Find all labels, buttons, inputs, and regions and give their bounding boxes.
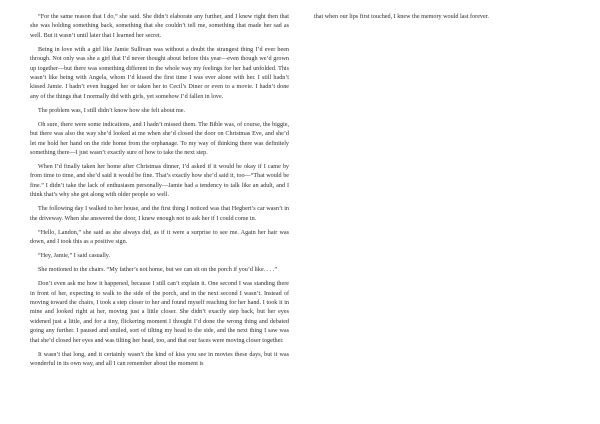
paragraph: When I’d finally taken her home after Christmas dinner, I’d asked if it would be okay if I came by from time to time, and she’d said it would be fine. That’s exactly how she’d said it, too—“That would be fine.” I didn’t take the lack of enthusiasm personally—Jamie had a tendency to talk like an adult, and I think that’s why she got along with older people so well. [30,164,289,199]
paragraph: It wasn’t that long, and it certainly wasn’t the kind of kiss you see in movies these days, but it was wonderful in its own way, and all I can remember about the moment is [30,351,289,367]
paragraph: “Hey, Jamie,” I said casually. [38,253,111,260]
paragraph: Oh sure, there were some indications, and I hadn’t missed them. The Bible was, of course, the biggie, but there was also the way she’d looked at me when she’d closed the door on Christmas Eve, and she’d let me hold her hand on the ride home from the orphanage. To my way of thinking there was definitely something there—I just wasn’t exactly sure of how to take the next step. [30,121,289,157]
paragraph: that when our lips first touched, I knew the memory would last forever. [314,14,489,20]
paragraph: Being in love with a girl like Jamie Sullivan was without a doubt the strangest thing I’d ever been through. Not only was she a girl that I’d never thought about before this year—even though we’d grown up together—but there was something different in the whole way my feelings for her had unfolded. This wasn’t like being with Angela, whom I’d kissed the first time I was ever alone with her. I still hadn’t kissed Jamie. I hadn’t even hugged her or taken her to Cecil’s Diner or even to a movie. I hadn’t done any of the things that I normally did with girls, yet somehow I’d fallen in love. [30,46,289,100]
paragraph: She motioned to the chairs. “My father’s not home, but we can sit on the porch if you’d like. . . .” [38,267,278,274]
paragraph: “For the same reason that I do,” she said. She didn’t elaborate any further, and I knew right then that she was holding something back, something that she couldn’t tell me, something that made her sad as well. But it wasn’t until later that I learned her secret. [30,14,289,39]
paragraph: Don’t even ask me how it happened, because I still can’t explain it. One second I was standing there in front of her, expecting to walk to the side of the porch, and in the next second I wasn’t. Instead of moving toward the chairs, I took a step closer to her and found myself reaching for her hand. I took it in mine and looked right at her, moving just a little closer. She didn’t exactly step back, but her eyes widened just a little, and for a tiny, flickering moment I thought I’d done the wrong thing and debated going any further. I paused and smiled, sort of tilting my head to the side, and the next thing I saw was that she’d closed her eyes and was tilting her head, too, and that our faces were moving closer together. [30,281,289,344]
right-page [300,0,600,424]
paragraph: The problem was, I still didn’t know how she felt about me. [38,107,186,114]
paragraph: “Hello, Landon,” she said as she always did, as if it were a surprise to see me. Again her hair was down, and I took this as a positive sign. [30,229,289,246]
paragraph: The following day I walked to her house, and the first thing I noticed was that Hegbert’s car wasn’t in the driveway. When she answered the door, I knew enough not to ask her if I could come in. [30,206,289,222]
